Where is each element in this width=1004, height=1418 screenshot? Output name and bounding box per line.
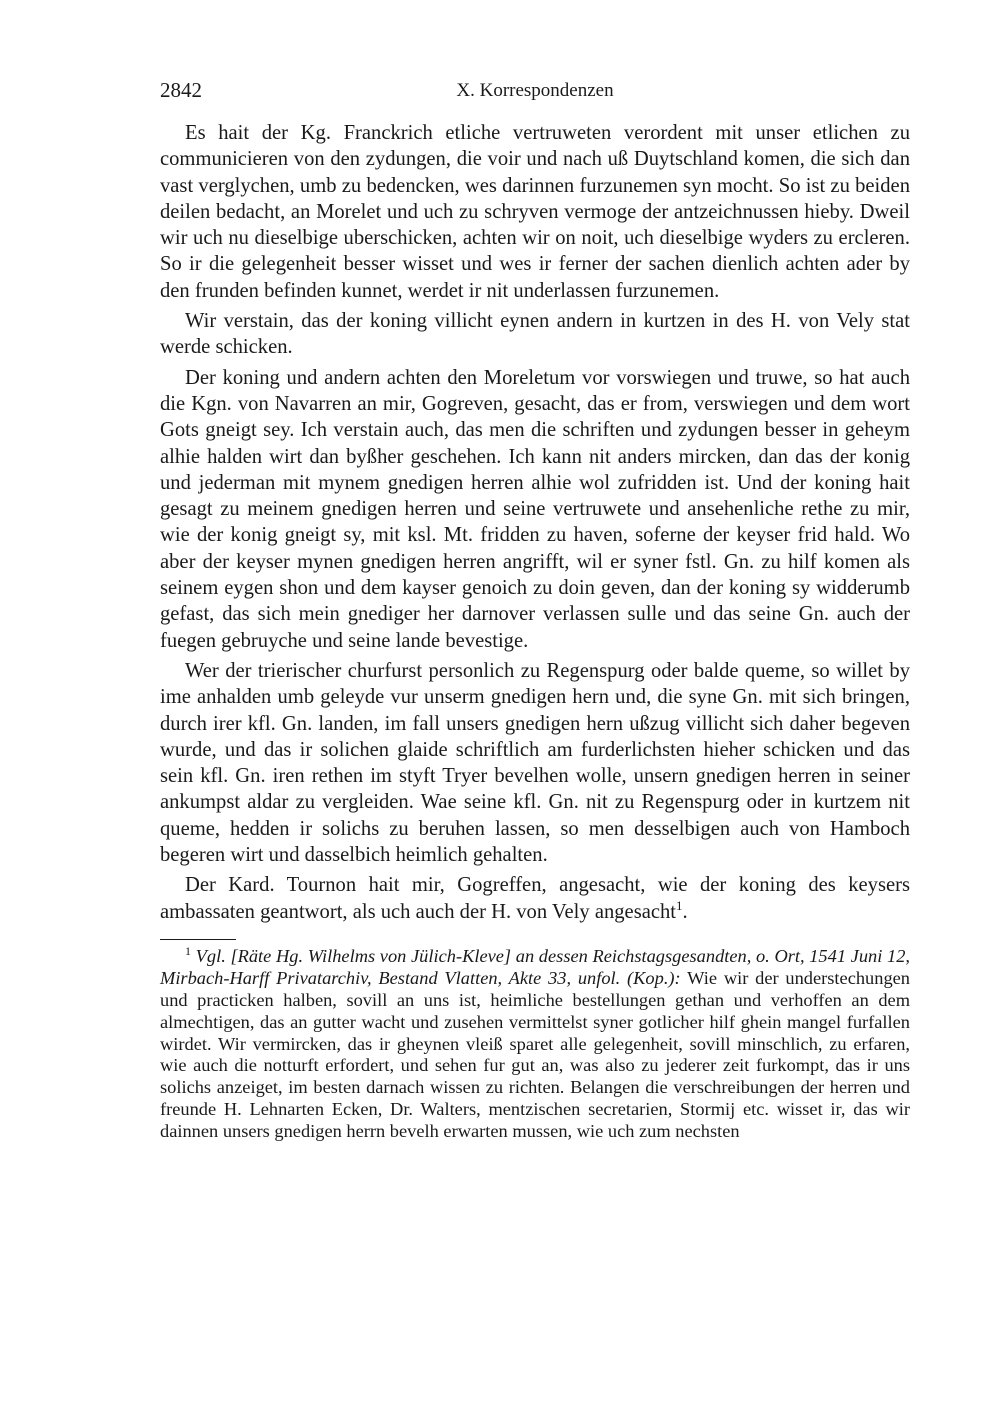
footnote-text: Wie wir der understechungen und practicken halben, sovill an uns ist, heimliche bestellungen gethan und verhoffen an dem almechtigen, das an gutter wacht und zusehen vermittelst syner gotlicher hilf ghein mangel furfallen wirdet. Wir vermircken, das ir gheynen vleiß sparet alle gelegenheit, sovill minschlich, zu erfaren, wie auch die notturft erfordert, und sehen fur gut an, was also zu jederer zeit furkompt, das ir uns solichs anzeiget, im besten darnach wissen zu richten. Belangen die verschreibungen der herren und freunde H. Lehnarten Ecken, Dr. Walters, mentzischen secretarien, Stormij etc. wisset ir, das wir dainnen unsers gnedigen herrn bevelh erwarten mussen, wie uch zum nechsten bbox=[160, 967, 910, 1142]
footnote bbox=[160, 943, 910, 1143]
paragraph: Wer der trierischer churfurst personlich zu Regenspurg oder balde queme, so willet by ime anhalden umb geleyde vur unserm gnedigen hern und, die syne Gn. mit sich bringen, durch irer kfl. Gn. landen, im fall unsers gnedigen hern ußzug villicht sich daher begeven wurde, und das ir solichen glaide schriftlich am furderlichsten hieher schicken und das sein kfl. Gn. iren rethen im styft Tryer bevelhen wolle, unsern gnedigen herren in seiner ankumpst aldar zu vergleiden. Wae seine kfl. Gn. nit zu Regenspurg oder in kurtzem nit queme, hedden ir solichs zu beruhen lassen, so men desselbigen auch von Hamboch begeren wirt und dasselbich heimlich gehalten. bbox=[160, 659, 910, 867]
paragraph: Wir verstain, das der koning villicht eynen andern in kurtzen in des H. von Vely stat werde schicken. bbox=[160, 310, 910, 359]
footnote-source: Vgl. [Räte Hg. Wilhelms von Jülich-Kleve] an dessen Reichstagsgesandten, o. Ort, 1541 Juni 12, Mirbach-Harff Privatarchiv, Bestand Vlatten, Akte 33, unfol. (Kop.): bbox=[160, 945, 910, 988]
footnote-number: 1 bbox=[185, 943, 191, 958]
paragraph-text: Der Kard. Tournon hait mir, Gogreffen, angesacht, wie der koning des keysers ambassaten geantwort, als uch auch der H. von Vely angesacht bbox=[160, 874, 910, 923]
body-text bbox=[160, 120, 910, 925]
section-title: X. Korrespondenzen bbox=[456, 80, 614, 101]
running-head bbox=[160, 78, 910, 108]
paragraph: Es hait der Kg. Franckrich etliche vertruweten verordent mit unser etlichen zu communicieren von den zydungen, die voir und nach uß Duytschland komen, die sich dan vast verglychen, umb zu bedencken, wes darinnen furzunemen syn mocht. So ist zu beiden deilen bedacht, an Morelet und uch zu schryven vermoge der antzeichnussen hieby. Dweil wir uch nu dieselbige uberschicken, achten wir on noit, uch dieselbige wyders zu ercleren. So ir die gelegenheit besser wisset und wes ir ferner der sachen dienlich achten ader by den frunden befinden kunnet, werdet ir nit underlassen furzunemen. bbox=[160, 122, 910, 302]
footnote-reference[interactable]: 1 bbox=[676, 897, 683, 913]
paragraph: Der koning und andern achten den Moreletum vor vorswiegen und truwe, so hat auch die Kgn. von Navarren an mir, Gogreven, gesacht, das er from, verswiegen und dem wort Gots gneigt sey. Ich verstain auch, das men die schriften und zydungen besser in geheym alhie halden wirt dan byßher geschehen. Ich kann nit anders mircken, dan das der konig und jederman mit mynem gnedigen herren alhie wol zufridden ist. Und der koning hait gesagt zu meinem gnedigen herren und seine vertruwete und ansehenliche rethe zu mir, wie der konig gneigt sy, mit ksl. Mt. fridden zu haven, soferne der keyser frid hald. Wo aber der keyser mynen gnedigen herren angrifft, wil er syner fstl. Gn. zu hilf komen als seinem eygen shon und dem kayser genoich zu doin geven, dan der koning sy widderumb gefast, das sich mein gnediger her darnover verlassen sulle und das seine Gn. auch der fuegen gebruyche und seine lande bevestige. bbox=[160, 366, 910, 652]
footnote-divider bbox=[160, 939, 236, 940]
paragraph-with-footnote: Der Kard. Tournon hait mir, Gogreffen, angesacht, wie der koning des keysers ambassaten geantwort, als uch auch der H. von Vely angesacht$^1$. bbox=[160, 874, 910, 923]
page-number: 2842 bbox=[160, 78, 202, 102]
document-page bbox=[160, 78, 910, 1143]
